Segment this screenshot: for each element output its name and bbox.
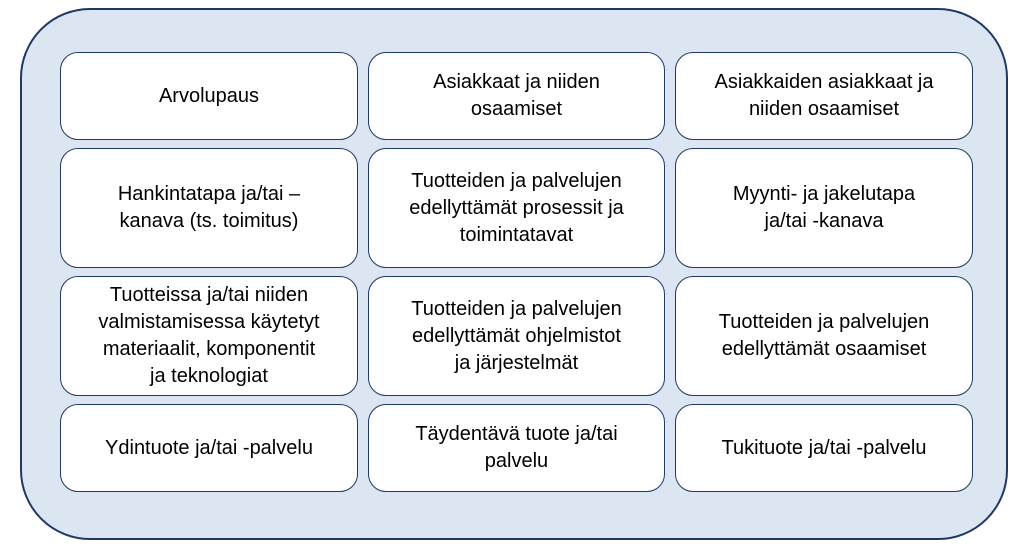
cell-ohjelmistot	[368, 276, 665, 396]
diagram-grid	[60, 52, 972, 500]
cell-tukituote	[675, 404, 973, 492]
cell-taydentava-tuote	[368, 404, 665, 492]
cell-label: Hankintatapa ja/tai – kanava (ts. toimitus)	[117, 183, 301, 232]
cell-hankintatapa	[60, 148, 358, 268]
cell-ydintuote	[60, 404, 358, 492]
cell-materiaalit	[60, 276, 358, 396]
cell-label: Täydentävä tuote ja/tai palvelu	[415, 423, 618, 472]
cell-label: Tuotteiden ja palvelujen edellyttämät ohjelmistot ja järjestelmät	[411, 297, 622, 374]
cell-label: Tuotteiden ja palvelujen edellyttämät osaamiset	[718, 311, 930, 360]
cell-label: Ydintuote ja/tai -palvelu	[105, 436, 313, 459]
cell-label: Tuotteiden ja palvelujen edellyttämät prosessit ja toimintatavat	[409, 169, 624, 246]
cell-label: Arvolupaus	[158, 84, 260, 107]
cell-label: Asiakkaat ja niiden osaamiset	[433, 71, 600, 120]
cell-prosessit	[368, 148, 665, 268]
cell-label: Asiakkaiden asiakkaat ja niiden osaamiset	[714, 71, 934, 120]
cell-osaamiset	[675, 276, 973, 396]
cell-asiakkaiden-asiakkaat	[675, 52, 973, 140]
cell-asiakkaat	[368, 52, 665, 140]
cell-arvolupaus	[60, 52, 358, 140]
cell-label: Tuotteissa ja/tai niiden valmistamisessa käytetyt materiaalit, komponentit ja teknologiat	[98, 284, 320, 387]
cell-myyntitapa	[675, 148, 973, 268]
cell-label: Myynti- ja jakelutapa ja/tai -kanava	[732, 183, 916, 232]
cell-label: Tukituote ja/tai -palvelu	[721, 436, 927, 459]
